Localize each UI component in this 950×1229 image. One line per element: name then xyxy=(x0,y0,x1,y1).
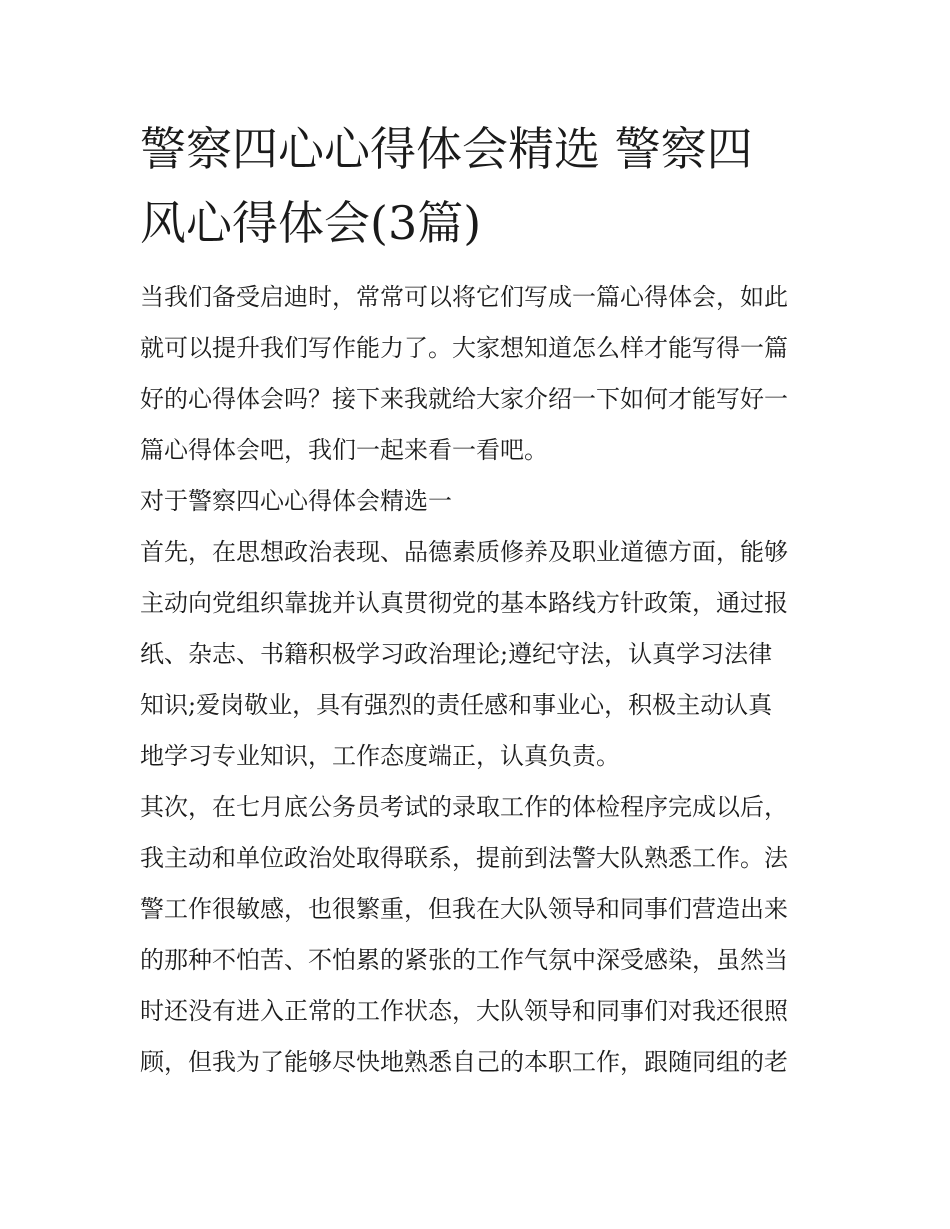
document-body xyxy=(140,272,820,1088)
title-line-1: 警察四心心得体会精选 警察四 xyxy=(140,122,753,176)
section-heading: 对于警察四心心得体会精选一 xyxy=(140,487,452,515)
body-line-p2-4: 的那种不怕苦、不怕累的紧张的工作气氛中深受感染，虽然当 xyxy=(140,946,788,974)
body-line-p2-5: 时还没有进入正常的工作状态，大队领导和同事们对我还很照 xyxy=(140,997,788,1025)
title-line-2: 风心得体会(3篇) xyxy=(140,196,482,250)
body-line-intro-2: 就可以提升我们写作能力了。大家想知道怎么样才能写得一篇 xyxy=(140,334,788,362)
body-line-p1-3: 纸、杂志、书籍积极学习政治理论;遵纪守法，认真学习法律 xyxy=(140,640,773,668)
body-line-p1-4: 知识;爱岗敬业，具有强烈的责任感和事业心，积极主动认真 xyxy=(140,691,773,719)
body-line-p2-2: 我主动和单位政治处取得联系，提前到法警大队熟悉工作。法 xyxy=(140,844,788,872)
body-line-p1-5: 地学习专业知识，工作态度端正，认真负责。 xyxy=(140,742,620,770)
body-line-intro-4: 篇心得体会吧，我们一起来看一看吧。 xyxy=(140,436,548,464)
body-line-p2-3: 警工作很敏感，也很繁重，但我在大队领导和同事们营造出来 xyxy=(140,895,788,923)
document-page xyxy=(140,112,820,1088)
body-line-intro-3: 好的心得体会吗？接下来我就给大家介绍一下如何才能写好一 xyxy=(140,385,788,413)
body-line-p1-1: 首先，在思想政治表现、品德素质修养及职业道德方面，能够 xyxy=(140,538,788,566)
body-line-p2-1: 其次，在七月底公务员考试的录取工作的体检程序完成以后， xyxy=(140,793,788,821)
body-line-p2-6: 顾，但我为了能够尽快地熟悉自己的本职工作，跟随同组的老 xyxy=(140,1048,788,1076)
body-line-p1-2: 主动向党组织靠拢并认真贯彻党的基本路线方针政策，通过报 xyxy=(140,589,788,617)
document-title xyxy=(140,112,820,260)
body-line-intro-1: 当我们备受启迪时，常常可以将它们写成一篇心得体会，如此 xyxy=(140,283,788,311)
